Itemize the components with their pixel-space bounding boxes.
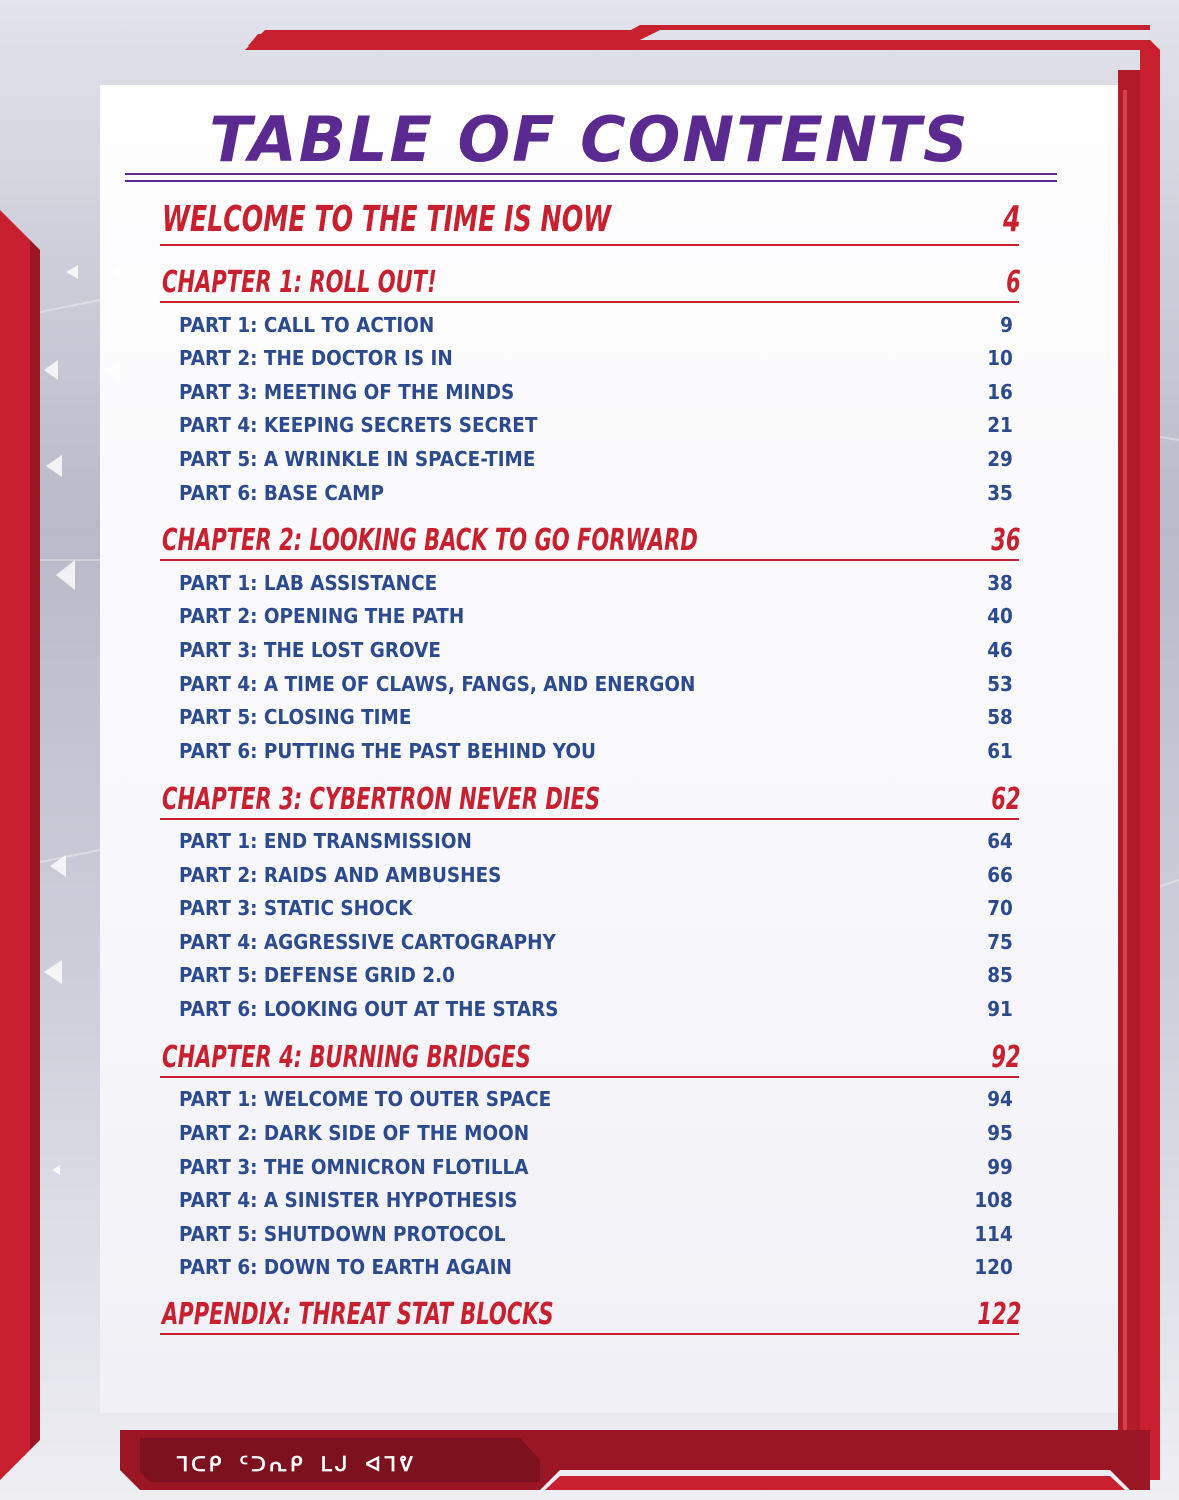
toc-heading-page: 62 (991, 782, 1021, 817)
toc-part-page: 94 (987, 1087, 1013, 1111)
toc-part-label: PART 2: OPENING THE PATH (179, 604, 465, 628)
toc-part-page: 108 (974, 1188, 1013, 1212)
toc-part-label: PART 5: DEFENSE GRID 2.0 (179, 963, 455, 987)
heading-rule (160, 244, 1019, 246)
toc-part-label: PART 5: CLOSING TIME (179, 705, 412, 729)
toc-part-label: PART 4: A TIME OF CLAWS, FANGS, AND ENERGON (179, 672, 696, 696)
toc-part-page: 99 (987, 1155, 1013, 1179)
toc-part-page: 95 (987, 1121, 1013, 1145)
toc-part-label: PART 6: BASE CAMP (179, 481, 384, 505)
heading-rule (160, 1333, 1019, 1335)
toc-part-label: PART 5: SHUTDOWN PROTOCOL (179, 1222, 506, 1246)
toc-part-page: 70 (987, 896, 1013, 920)
toc-part-label: PART 4: AGGRESSIVE CARTOGRAPHY (179, 930, 556, 954)
heading-rule (160, 1076, 1019, 1078)
toc-part-page: 61 (987, 739, 1013, 763)
toc-part-label: PART 1: END TRANSMISSION (179, 829, 472, 853)
toc-part-page: 10 (987, 346, 1013, 370)
toc-part-label: PART 3: THE OMNICRON FLOTILLA (179, 1155, 529, 1179)
toc-part-label: PART 6: LOOKING OUT AT THE STARS (179, 997, 559, 1021)
toc-heading-page: 92 (991, 1040, 1021, 1075)
toc-heading-page: 122 (977, 1297, 1021, 1332)
toc-part-page: 40 (987, 604, 1013, 628)
toc-part-page: 120 (974, 1255, 1013, 1279)
toc-part-label: PART 6: PUTTING THE PAST BEHIND YOU (179, 739, 596, 763)
toc-part-page: 9 (1000, 313, 1013, 337)
toc-part-page: 85 (987, 963, 1013, 987)
toc-part-label: PART 6: DOWN TO EARTH AGAIN (179, 1255, 512, 1279)
toc-part-page: 75 (987, 930, 1013, 954)
toc-part-page: 29 (987, 447, 1013, 471)
toc-part-label: PART 3: MEETING OF THE MINDS (179, 380, 515, 404)
heading-rule (160, 301, 1019, 303)
toc-part-page: 16 (987, 380, 1013, 404)
toc-part-label: PART 4: KEEPING SECRETS SECRET (179, 413, 538, 437)
toc-part-page: 114 (974, 1222, 1013, 1246)
toc-part-label: PART 2: DARK SIDE OF THE MOON (179, 1121, 530, 1145)
toc-heading-label: APPENDIX: THREAT STAT BLOCKS (162, 1297, 554, 1332)
toc-heading-label: CHAPTER 1: ROLL OUT! (162, 265, 437, 300)
toc-heading-page: 6 (1006, 265, 1021, 300)
footer-glyph-text: ᒣᑕᑭ ᑦᑐᕆᑭ ᒪᒍ ᐊᒣᕓ (176, 1452, 416, 1476)
toc-part-label: PART 5: A WRINKLE IN SPACE-TIME (179, 447, 536, 471)
toc-part-label: PART 3: THE LOST GROVE (179, 638, 441, 662)
toc-part-page: 46 (987, 638, 1013, 662)
toc-part-page: 66 (987, 863, 1013, 887)
toc-part-page: 35 (987, 481, 1013, 505)
toc-part-page: 64 (987, 829, 1013, 853)
toc-part-page: 91 (987, 997, 1013, 1021)
toc-heading-page: 36 (991, 523, 1021, 558)
heading-rule (160, 818, 1019, 820)
toc-heading-label: CHAPTER 4: BURNING BRIDGES (162, 1040, 531, 1075)
toc-heading-label: WELCOME TO THE TIME IS NOW (162, 199, 612, 240)
toc-part-label: PART 1: CALL TO ACTION (179, 313, 435, 337)
toc-part-label: PART 4: A SINISTER HYPOTHESIS (179, 1188, 518, 1212)
toc-heading-label: CHAPTER 3: CYBERTRON NEVER DIES (162, 782, 601, 817)
toc-heading-page: 4 (1003, 199, 1021, 240)
page-title: TABLE OF CONTENTS (209, 103, 970, 176)
toc-part-page: 21 (987, 413, 1013, 437)
toc-part-label: PART 2: RAIDS AND AMBUSHES (179, 863, 502, 887)
toc-part-label: PART 3: STATIC SHOCK (179, 896, 413, 920)
toc-part-page: 58 (987, 705, 1013, 729)
toc-part-label: PART 1: WELCOME TO OUTER SPACE (179, 1087, 552, 1111)
toc-part-page: 38 (987, 571, 1013, 595)
toc-heading-label: CHAPTER 2: LOOKING BACK TO GO FORWARD (162, 523, 698, 558)
toc-part-page: 53 (987, 672, 1013, 696)
toc-part-label: PART 1: LAB ASSISTANCE (179, 571, 438, 595)
toc-part-label: PART 2: THE DOCTOR IS IN (179, 346, 453, 370)
heading-rule (160, 559, 1019, 561)
